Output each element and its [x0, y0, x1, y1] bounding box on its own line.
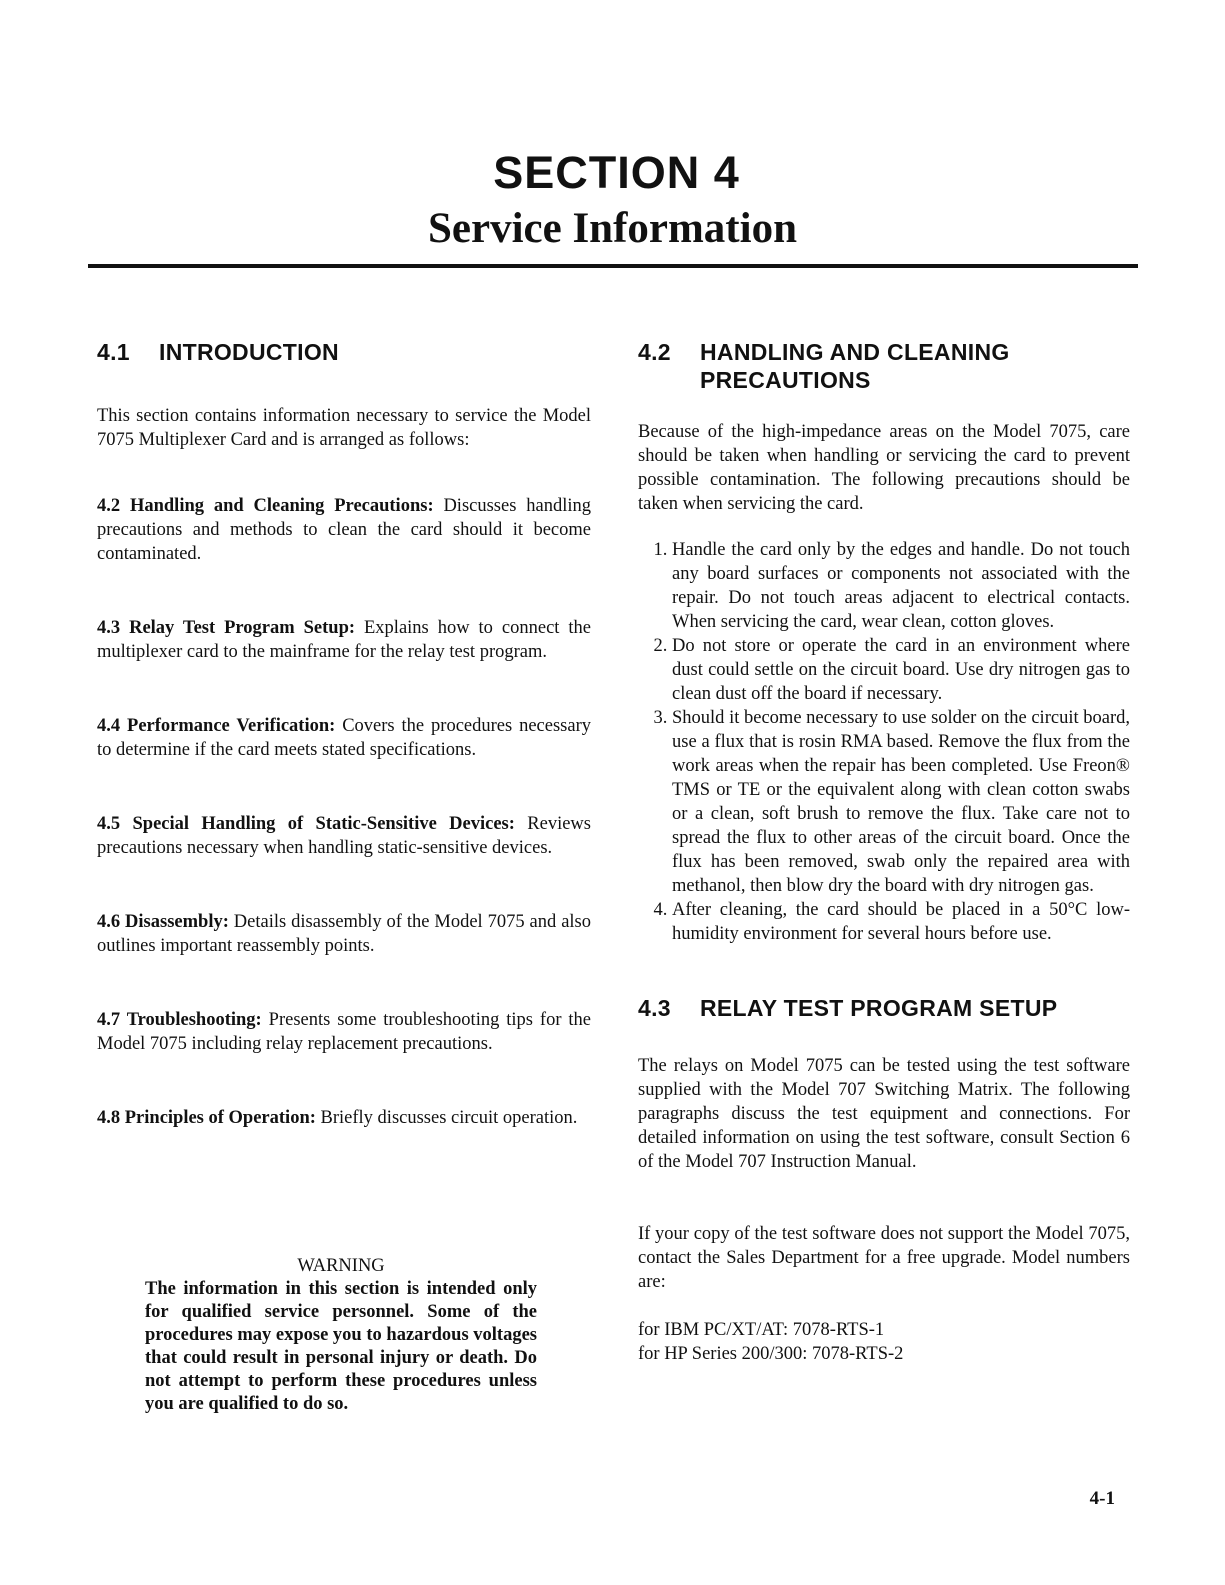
toc-item-head: 4.5 Special Handling of Static-Sensitive Devices:	[97, 814, 515, 834]
section-title: Service Information	[427, 205, 797, 252]
precautions-intro: Because of the high-impedance areas on the Model 7075, care should be taken when handling or servicing the card to prevent possible contamination. The following precautions should be taken when servicing the card.	[638, 422, 1130, 514]
heading-4-2	[638, 338, 1130, 394]
toc-item-head: 4.3 Relay Test Program Setup:	[97, 618, 356, 638]
warning-block	[145, 1254, 537, 1416]
list-item: 2. Do not store or operate the card in an environment where dust could settle on the circuit board. Use dry nitrogen gas to clean dust off the board if necessary.	[672, 634, 1130, 706]
toc-item-text: Discusses handling precautions and methods to clean the card should it become contaminated.	[97, 496, 591, 564]
heading-number: 4.2	[638, 339, 671, 365]
heading-number: 4.3	[638, 995, 671, 1021]
heading-number: 4.1	[97, 339, 130, 365]
toc-item-4-2	[97, 494, 591, 566]
warning-title: WARNING	[297, 1256, 385, 1276]
heading-4-1	[97, 338, 591, 366]
page-number: 4-1	[1089, 1488, 1115, 1509]
toc-item-text: Presents some troubleshooting tips for the Model 7075 including relay replacement precautions.	[97, 1010, 591, 1054]
toc-item-4-6	[97, 910, 591, 958]
toc-item-text: Briefly discusses circuit operation.	[315, 1108, 578, 1128]
precautions-list	[638, 538, 1130, 946]
list-item: 3. Should it become necessary to use solder on the circuit board, use a flux that is rosin RMA based. Remove the flux from the work areas when the repair has been completed. Use Freon® TMS or TE or the equivalent along with clean cotton swabs or a clean, soft brush to remove the flux. Take care not to spread the flux to other areas of the circuit board. Once the flux has been removed, swab only the repaired area with methanol, then blow dry the board with dry nitrogen gas.	[672, 706, 1130, 898]
relay-test-paragraph: The relays on Model 7075 can be tested using the test software supplied with the Model 707 Switching Matrix. The following paragraphs discuss the test equipment and connections. For detailed information on using the test software, consult Section 6 of the Model 707 Instruction Manual.	[638, 1056, 1130, 1172]
section-label: SECTION 4	[493, 147, 740, 198]
toc-item-4-4	[97, 714, 591, 762]
toc-item-4-7	[97, 1008, 591, 1056]
toc-item-4-5	[97, 812, 591, 860]
model-number-hp: for HP Series 200/300: 7078-RTS-2	[638, 1344, 904, 1364]
intro-paragraph: This section contains information necessary to service the Model 7075 Multiplexer Card and is arranged as follows:	[97, 406, 591, 450]
model-number-ibm: for IBM PC/XT/AT: 7078-RTS-1	[638, 1320, 885, 1340]
warning-text: The information in this section is intended only for qualified service personnel. Some of the procedures may expose you to hazardous voltages that could result in personal injury or death. Do not attempt to perform these procedures unless you are qualified to do so.	[145, 1279, 537, 1414]
right-column	[638, 338, 1130, 1366]
list-item: 1. Handle the card only by the edges and handle. Do not touch any board surfaces or components not associated with the repair. Do not touch areas adjacent to electrical contacts. When servicing the card, wear clean, cotton gloves.	[672, 538, 1130, 634]
model-numbers	[638, 1318, 1130, 1366]
toc-item-text: Reviews precautions necessary when handling static-sensitive devices.	[97, 814, 591, 858]
heading-title: INTRODUCTION	[159, 339, 339, 365]
heading-title: RELAY TEST PROGRAM SETUP	[700, 995, 1058, 1021]
toc-item-head: 4.4 Performance Verification:	[97, 716, 336, 736]
upgrade-paragraph: If your copy of the test software does not support the Model 7075, contact the Sales Department for a free upgrade. Model numbers are:	[638, 1224, 1130, 1292]
toc-item-text: Covers the procedures necessary to determine if the card meets stated specifications.	[97, 716, 591, 760]
toc-item-head: 4.8 Principles of Operation:	[97, 1108, 316, 1128]
left-column	[97, 338, 591, 1130]
toc-item-text: Explains how to connect the multiplexer card to the mainframe for the relay test program.	[97, 618, 591, 662]
toc-item-text: Details disassembly of the Model 7075 and also outlines important reassembly points.	[97, 912, 591, 956]
title-block	[0, 147, 1225, 252]
list-item: 4. After cleaning, the card should be placed in a 50°C low-humidity environment for several hours before use.	[672, 898, 1130, 946]
title-rule	[88, 264, 1138, 268]
heading-4-3	[638, 994, 1130, 1022]
toc-item-4-8	[97, 1106, 591, 1130]
toc-item-head: 4.6 Disassembly:	[97, 912, 229, 932]
heading-title: HANDLING AND CLEANING PRECAUTIONS	[700, 339, 1010, 393]
toc-item-4-3	[97, 616, 591, 664]
toc-item-head: 4.7 Troubleshooting:	[97, 1010, 262, 1030]
toc-item-head: 4.2 Handling and Cleaning Precautions:	[97, 496, 434, 516]
